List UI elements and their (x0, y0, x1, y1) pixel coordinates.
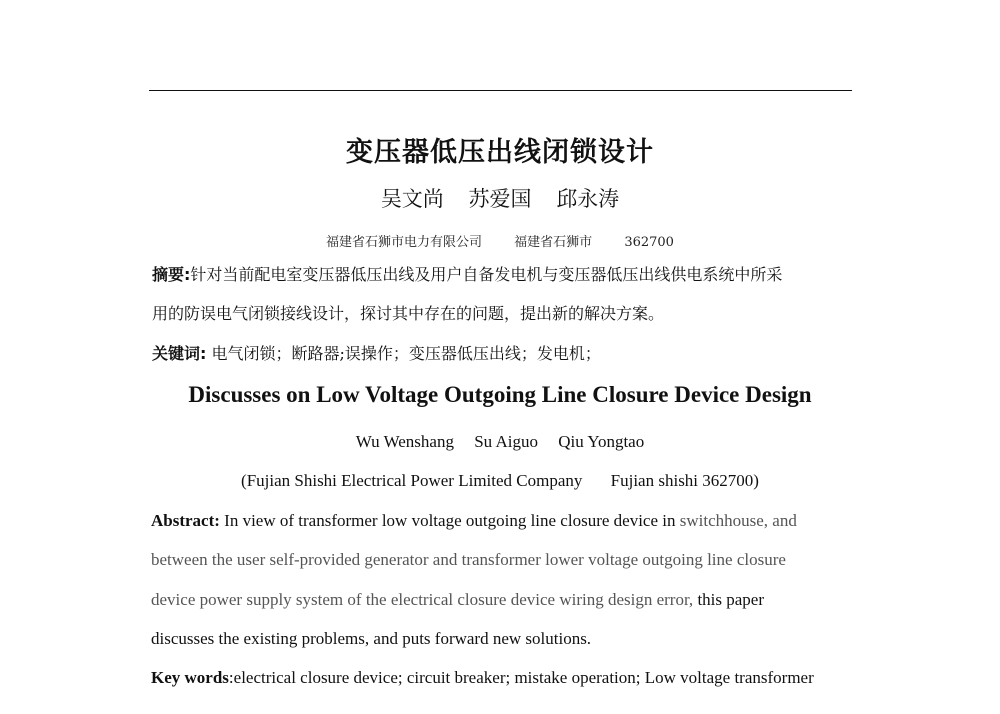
en-abstract-text: device power supply system of the electrical closure device wiring design error, (151, 590, 694, 609)
en-abstract-text: In view of transformer low voltage outgoing line closure device in (224, 511, 676, 530)
en-author: Su Aiguo (474, 432, 538, 451)
en-keywords-line (151, 668, 856, 688)
cn-author: 苏爱国 (468, 187, 532, 211)
en-abstract-line (151, 511, 856, 531)
cn-keywords-text: 电气闭锁；断路器;误操作；变压器低压出线；发电机； (211, 344, 601, 363)
en-abstract-text: switchhouse, and (679, 511, 797, 530)
en-title: Discusses on Low Voltage Outgoing Line Closure Device Design (188, 382, 812, 407)
en-affiliation (0, 471, 1000, 491)
cn-keywords-line (152, 341, 852, 364)
cn-authors (0, 183, 1000, 213)
cn-affiliation (0, 231, 1000, 250)
en-author: Qiu Yongtao (558, 432, 645, 451)
cn-keywords-label: 关键词: (152, 344, 207, 363)
cn-abstract-line (152, 262, 852, 285)
en-affiliation-city: Fujian shishi 362700) (610, 471, 759, 490)
en-keywords-text: :electrical closure device; circuit breaker; mistake operation; Low voltage transformer (228, 668, 814, 687)
en-abstract-label: Abstract: (151, 511, 220, 530)
en-authors (0, 432, 1000, 452)
en-abstract-line (151, 590, 856, 610)
header-rule (149, 90, 852, 91)
cn-abstract-line: 用的防误电气闭锁接线设计，探讨其中存在的问题，提出新的解决方案。 (152, 304, 665, 323)
en-abstract-line: discusses the existing problems, and puts forward new solutions. (151, 629, 592, 648)
cn-abstract-label: 摘要: (152, 265, 191, 284)
cn-affiliation-postcode: 362700 (624, 235, 674, 250)
cn-affiliation-company: 福建省石狮市电力有限公司 (326, 235, 483, 250)
cn-author: 吴文尚 (380, 187, 444, 211)
en-keywords-label: Key words (151, 668, 229, 687)
cn-abstract-text: 针对当前配电室变压器低压出线及用户自备发电机与变压器低压出线供电系统中所采 (190, 265, 783, 284)
cn-author: 邱永涛 (556, 187, 620, 211)
cn-title: 变压器低压出线闭锁设计 (346, 137, 654, 168)
en-abstract-text: this paper (697, 590, 765, 609)
en-affiliation-company: (Fujian Shishi Electrical Power Limited Company (241, 471, 583, 490)
en-abstract-line: between the user self-provided generator and transformer lower voltage outgoing line closure (151, 550, 786, 569)
cn-affiliation-city: 福建省石狮市 (514, 235, 593, 250)
en-author: Wu Wenshang (355, 432, 454, 451)
